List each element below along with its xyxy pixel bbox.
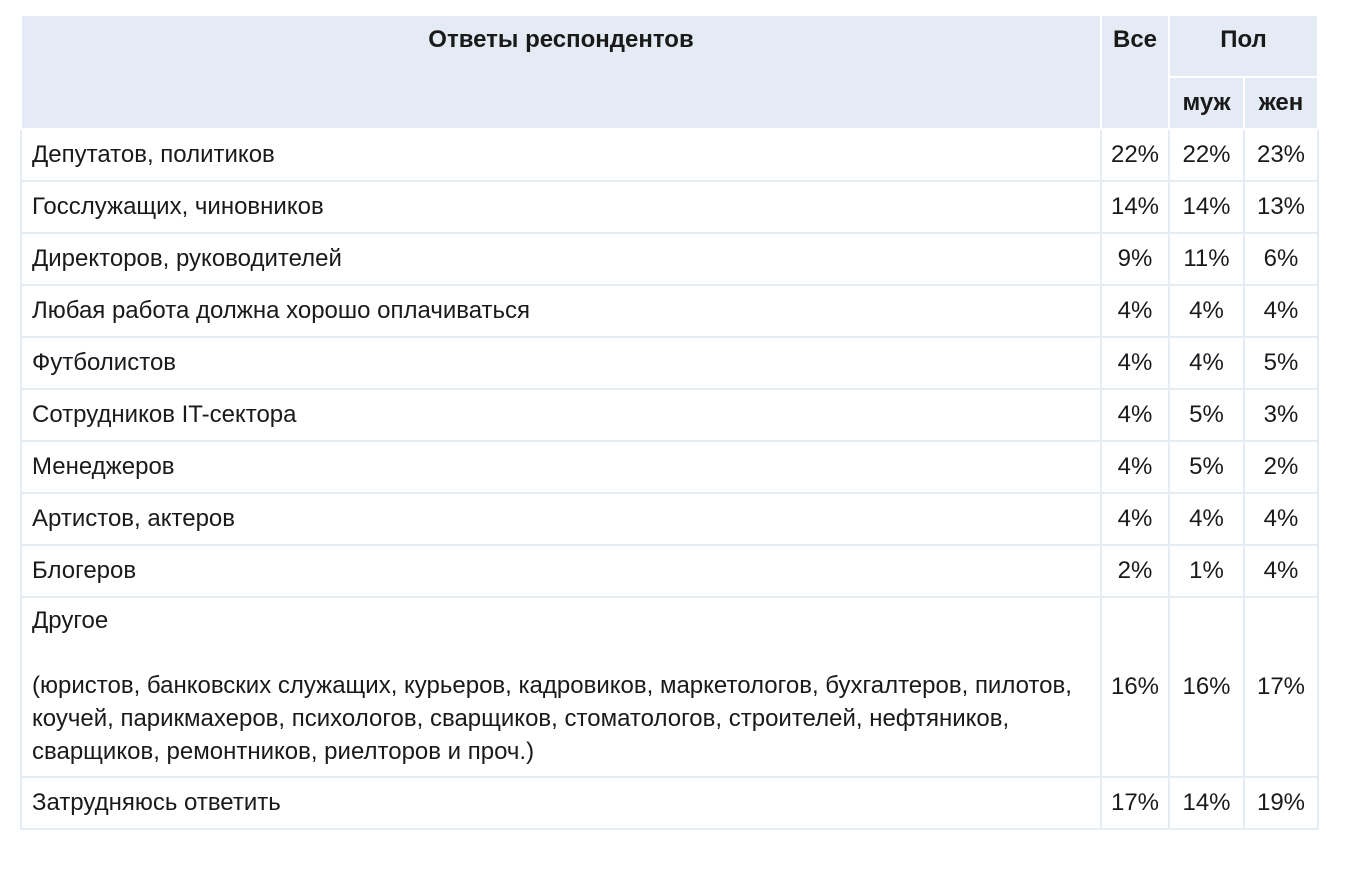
value-male: 4% — [1169, 285, 1244, 337]
value-female: 4% — [1244, 493, 1318, 545]
row-label: Артистов, актеров — [21, 493, 1101, 545]
row-label-cell — [21, 597, 1101, 777]
value-all: 4% — [1101, 337, 1169, 389]
value-all: 17% — [1101, 777, 1169, 829]
value-all: 4% — [1101, 493, 1169, 545]
value-male: 4% — [1169, 337, 1244, 389]
row-label: Госслужащих, чиновников — [21, 181, 1101, 233]
value-all: 4% — [1101, 389, 1169, 441]
row-label: Депутатов, политиков — [21, 129, 1101, 181]
row-label: Затрудняюсь ответить — [21, 777, 1101, 829]
row-label: Любая работа должна хорошо оплачиваться — [21, 285, 1101, 337]
value-female: 6% — [1244, 233, 1318, 285]
survey-table-container — [20, 14, 1319, 830]
value-male: 4% — [1169, 493, 1244, 545]
value-female: 4% — [1244, 285, 1318, 337]
value-male: 11% — [1169, 233, 1244, 285]
value-male: 14% — [1169, 777, 1244, 829]
header-male: муж — [1169, 77, 1244, 129]
table-row — [21, 389, 1318, 441]
value-female: 23% — [1244, 129, 1318, 181]
value-all: 2% — [1101, 545, 1169, 597]
table-body — [21, 129, 1318, 829]
table-header — [21, 15, 1318, 129]
survey-table — [20, 14, 1319, 830]
table-row — [21, 441, 1318, 493]
value-male: 16% — [1169, 597, 1244, 777]
value-female: 4% — [1244, 545, 1318, 597]
value-male: 14% — [1169, 181, 1244, 233]
row-label: Сотрудников IT-сектора — [21, 389, 1101, 441]
table-row — [21, 181, 1318, 233]
value-female: 17% — [1244, 597, 1318, 777]
value-all: 14% — [1101, 181, 1169, 233]
row-label: Другое — [32, 606, 109, 634]
table-row — [21, 337, 1318, 389]
value-all: 4% — [1101, 441, 1169, 493]
value-all: 4% — [1101, 285, 1169, 337]
header-responses: Ответы респондентов — [21, 15, 1101, 129]
value-female: 5% — [1244, 337, 1318, 389]
table-row — [21, 233, 1318, 285]
row-label: Блогеров — [21, 545, 1101, 597]
value-female: 19% — [1244, 777, 1318, 829]
table-row — [21, 777, 1318, 829]
value-all: 22% — [1101, 129, 1169, 181]
value-female: 3% — [1244, 389, 1318, 441]
table-row — [21, 597, 1318, 777]
row-label: Футболистов — [21, 337, 1101, 389]
value-male: 5% — [1169, 441, 1244, 493]
value-male: 5% — [1169, 389, 1244, 441]
table-row — [21, 285, 1318, 337]
row-detail: (юристов, банковских служащих, курьеров, кадровиков, маркетологов, бухгалтеров, пилотов, коучей, парикмахеров, психологов, сварщиков, стоматологов, строителей, нефтяников, сварщиков, ремонтников, риелторов и проч.) — [32, 671, 1072, 765]
table-row — [21, 129, 1318, 181]
value-male: 1% — [1169, 545, 1244, 597]
header-gender: Пол — [1169, 15, 1318, 77]
row-label: Директоров, руководителей — [21, 233, 1101, 285]
value-male: 22% — [1169, 129, 1244, 181]
value-female: 2% — [1244, 441, 1318, 493]
table-row — [21, 493, 1318, 545]
header-female: жен — [1244, 77, 1318, 129]
value-all: 9% — [1101, 233, 1169, 285]
value-female: 13% — [1244, 181, 1318, 233]
value-all: 16% — [1101, 597, 1169, 777]
table-row — [21, 545, 1318, 597]
header-all: Все — [1101, 15, 1169, 129]
row-label: Менеджеров — [21, 441, 1101, 493]
